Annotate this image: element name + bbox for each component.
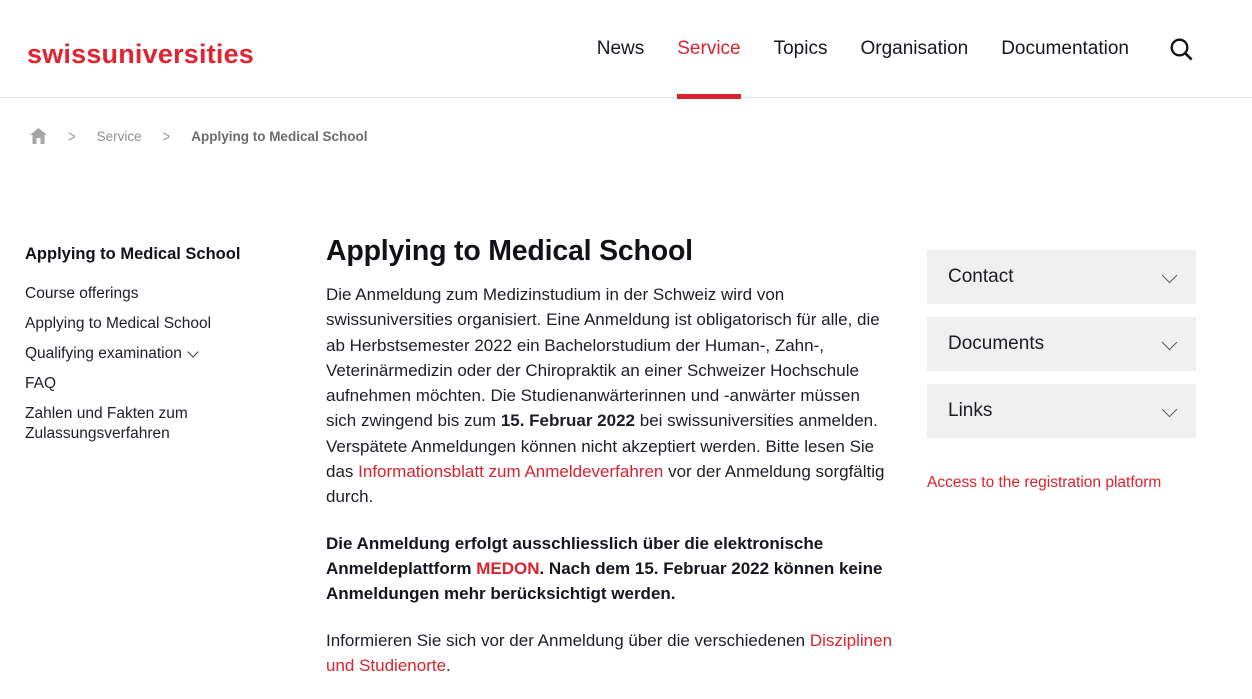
nav-label: News [596, 38, 645, 59]
sidebar-item-label: Applying to Medical School [25, 315, 212, 332]
paragraph-intro [326, 282, 894, 510]
text-segment: . [446, 655, 451, 675]
chevron-down-icon [1162, 401, 1178, 417]
section-navigation [25, 245, 303, 454]
paragraph-medon-notice [326, 531, 894, 607]
chevron-down-icon [1162, 267, 1178, 283]
accordion-label: Documents [948, 333, 1045, 354]
sidebar-item-label: Course offerings [25, 285, 139, 302]
nav-label: Organisation [860, 38, 969, 59]
text-segment: Die Anmeldung erfolgt ausschliesslich über die elektronische Anmeldeplattform [326, 533, 824, 578]
sidebar-item-faq[interactable] [25, 374, 303, 394]
home-icon[interactable] [30, 128, 47, 144]
sidebar-item-label: Qualifying examination [25, 345, 182, 362]
nav-label: Documentation [1001, 38, 1129, 59]
accordion-label: Contact [948, 266, 1014, 287]
search-button[interactable] [1168, 0, 1195, 98]
swissuniversities-logo[interactable]: swissuniversities [27, 39, 255, 69]
sidebar-item-label: FAQ [25, 375, 57, 392]
sidebar-item-label: Zahlen und Fakten zum Zulassungsverfahren [25, 405, 188, 442]
nav-item-organisation[interactable] [860, 0, 968, 98]
nav-item-news[interactable] [597, 0, 645, 98]
text-segment: bei swissuniversities anmelden. Verspätete Anmeldungen können nicht akzeptiert werden. Bitte lesen Sie das [326, 411, 878, 482]
chevron-down-icon [1162, 334, 1178, 350]
breadcrumb [30, 128, 367, 144]
breadcrumb-separator: > [68, 126, 76, 146]
link-disziplinen-und-studienorte[interactable]: Disziplinen und Studienorte [326, 630, 893, 675]
text-segment: . Nach dem 15. Februar 2022 können keine Anmeldungen mehr berücksichtigt werden. [326, 558, 883, 604]
text-segment: Die Anmeldung zum Medizinstudium in der Schweiz wird von swissuniversities organisiert. Eine Anmeldung ist obligatorisch für alle, die ab Herbstsemester 2022 ein Bachelorstudium der Human-, Zahn-, Veterinärmedizin oder der Chiropraktik an einer Schweizer Hochschule aufnehmen möchten. Die Studienanwärterinnen und -anwärter müssen sich zwingend bis zum [326, 285, 880, 431]
right-sidebar [927, 250, 1196, 492]
sidebar-item-zahlen-und-fakten[interactable] [25, 404, 303, 444]
accordion-documents[interactable] [927, 317, 1196, 371]
site-header [0, 0, 1252, 98]
active-nav-underline [677, 94, 740, 99]
breadcrumb-item-current: Applying to Medical School [191, 128, 368, 144]
search-icon [1168, 36, 1195, 63]
deadline-bold-text: 15. Februar 2022 [500, 411, 636, 431]
breadcrumb-separator: > [162, 126, 171, 146]
accordion-label: Links [948, 400, 993, 421]
main-navigation [597, 0, 1195, 98]
accordion-links[interactable] [927, 384, 1196, 438]
link-informationsblatt[interactable]: Informationsblatt zum Anmeldeverfahren [358, 462, 664, 482]
nav-item-service[interactable] [677, 0, 740, 98]
sidebar-item-applying-to-medical-school[interactable] [25, 314, 303, 334]
main-content [326, 235, 894, 699]
sidebar-item-course-offerings[interactable] [25, 284, 303, 304]
nav-label: Topics [773, 38, 828, 59]
link-registration-platform[interactable]: Access to the registration platform [927, 474, 1162, 491]
page-title: Applying to Medical School [326, 235, 693, 267]
text-segment: vor der Anmeldung sorgfältig durch. [326, 462, 885, 507]
accordion-contact[interactable] [927, 250, 1196, 304]
nav-item-documentation[interactable] [1001, 0, 1129, 98]
section-nav-title: Applying to Medical School [25, 245, 241, 263]
paragraph-disciplines [326, 628, 894, 679]
nav-item-topics[interactable] [774, 0, 828, 98]
nav-label: Service [677, 38, 741, 59]
chevron-down-icon [187, 346, 198, 357]
sidebar-item-qualifying-examination[interactable] [25, 344, 303, 364]
link-medon[interactable]: MEDON [476, 558, 540, 578]
breadcrumb-item-service[interactable]: Service [96, 128, 142, 144]
text-segment: Informieren Sie sich vor der Anmeldung über die verschiedenen [326, 630, 810, 650]
